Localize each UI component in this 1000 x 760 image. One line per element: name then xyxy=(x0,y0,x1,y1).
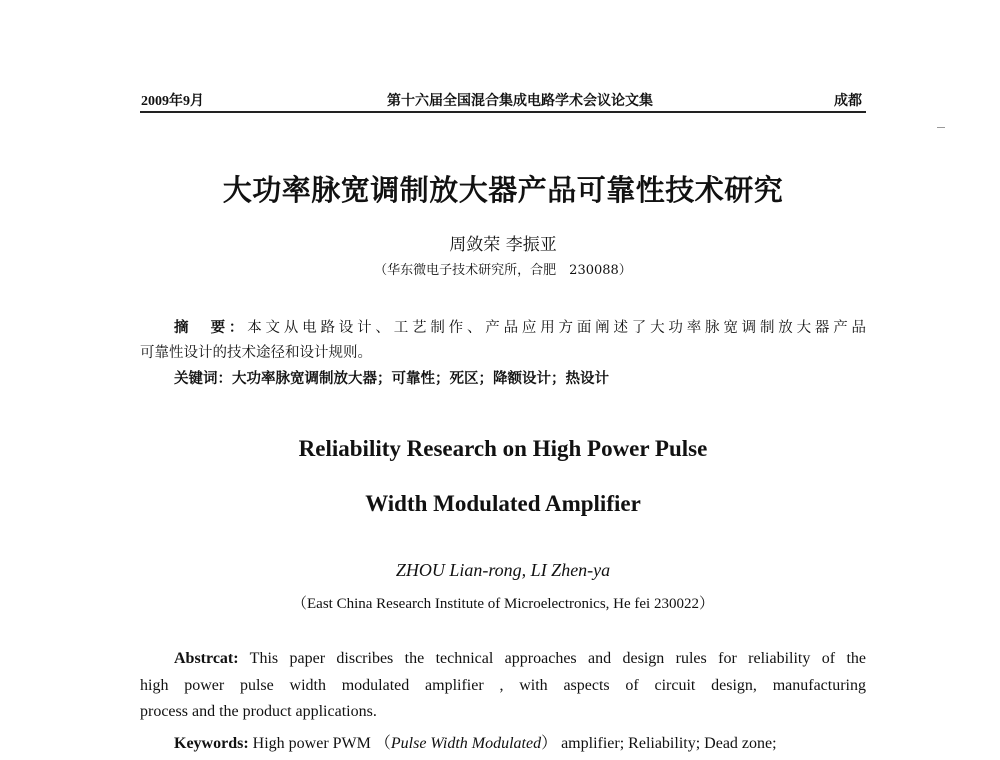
en-keywords-label: Keywords: xyxy=(174,735,249,752)
header-proceedings: 第十六届全国混合集成电路学术会议论文集 xyxy=(387,93,653,109)
en-abstract-text: This paper discribes the technical approaches and design rules for reliability of the xyxy=(238,650,866,667)
cn-abstract-label: 摘 要： xyxy=(174,319,248,336)
en-affiliation: （East China Research Institute of Microelectronics, He fei 230022） xyxy=(292,596,714,612)
en-abstract-line1 xyxy=(140,650,866,668)
en-keywords xyxy=(140,730,866,753)
cn-abstract-line1 xyxy=(140,316,866,337)
en-abstract-line3: process and the product applications. xyxy=(140,703,377,720)
header-location: 成都 xyxy=(834,93,862,109)
cn-abstract-text: 本文从电路设计、工艺制作、产品应用方面阐述了大功率脉宽调制放大器产品 xyxy=(247,320,867,336)
en-keywords-pre: High power PWM （ xyxy=(248,735,391,752)
cn-keywords-label: 关键词： xyxy=(174,370,232,387)
en-abstract-line2: high power pulse width modulated amplifier , with aspects of circuit design, manufacturing xyxy=(140,677,866,694)
cn-abstract-line2: 可靠性设计的技术途径和设计规则。 xyxy=(140,345,372,361)
cn-title: 大功率脉宽调制放大器产品可靠性技术研究 xyxy=(222,173,784,207)
header-date: 2009年9月 xyxy=(141,94,204,109)
header-rule xyxy=(140,111,866,113)
en-title-line1: Reliability Research on High Power Pulse xyxy=(298,436,708,461)
en-keywords-italic: Pulse Width Modulated xyxy=(390,735,542,752)
cn-authors: 周敛荣 李振亚 xyxy=(449,235,557,255)
en-abstract-label: Abstrcat: xyxy=(174,650,239,667)
en-authors: ZHOU Lian-rong, LI Zhen-ya xyxy=(395,560,611,580)
cn-keywords-text: 大功率脉宽调制放大器；可靠性；死区；降额设计；热设计 xyxy=(232,370,609,387)
scan-mark xyxy=(937,127,945,128)
en-title-line2: Width Modulated Amplifier xyxy=(365,491,641,516)
en-keywords-post: ） amplifier; Reliability; Dead zone; xyxy=(541,735,777,752)
cn-affiliation: （华东微电子技术研究所，合肥 230088） xyxy=(374,263,632,278)
cn-keywords xyxy=(140,367,866,388)
